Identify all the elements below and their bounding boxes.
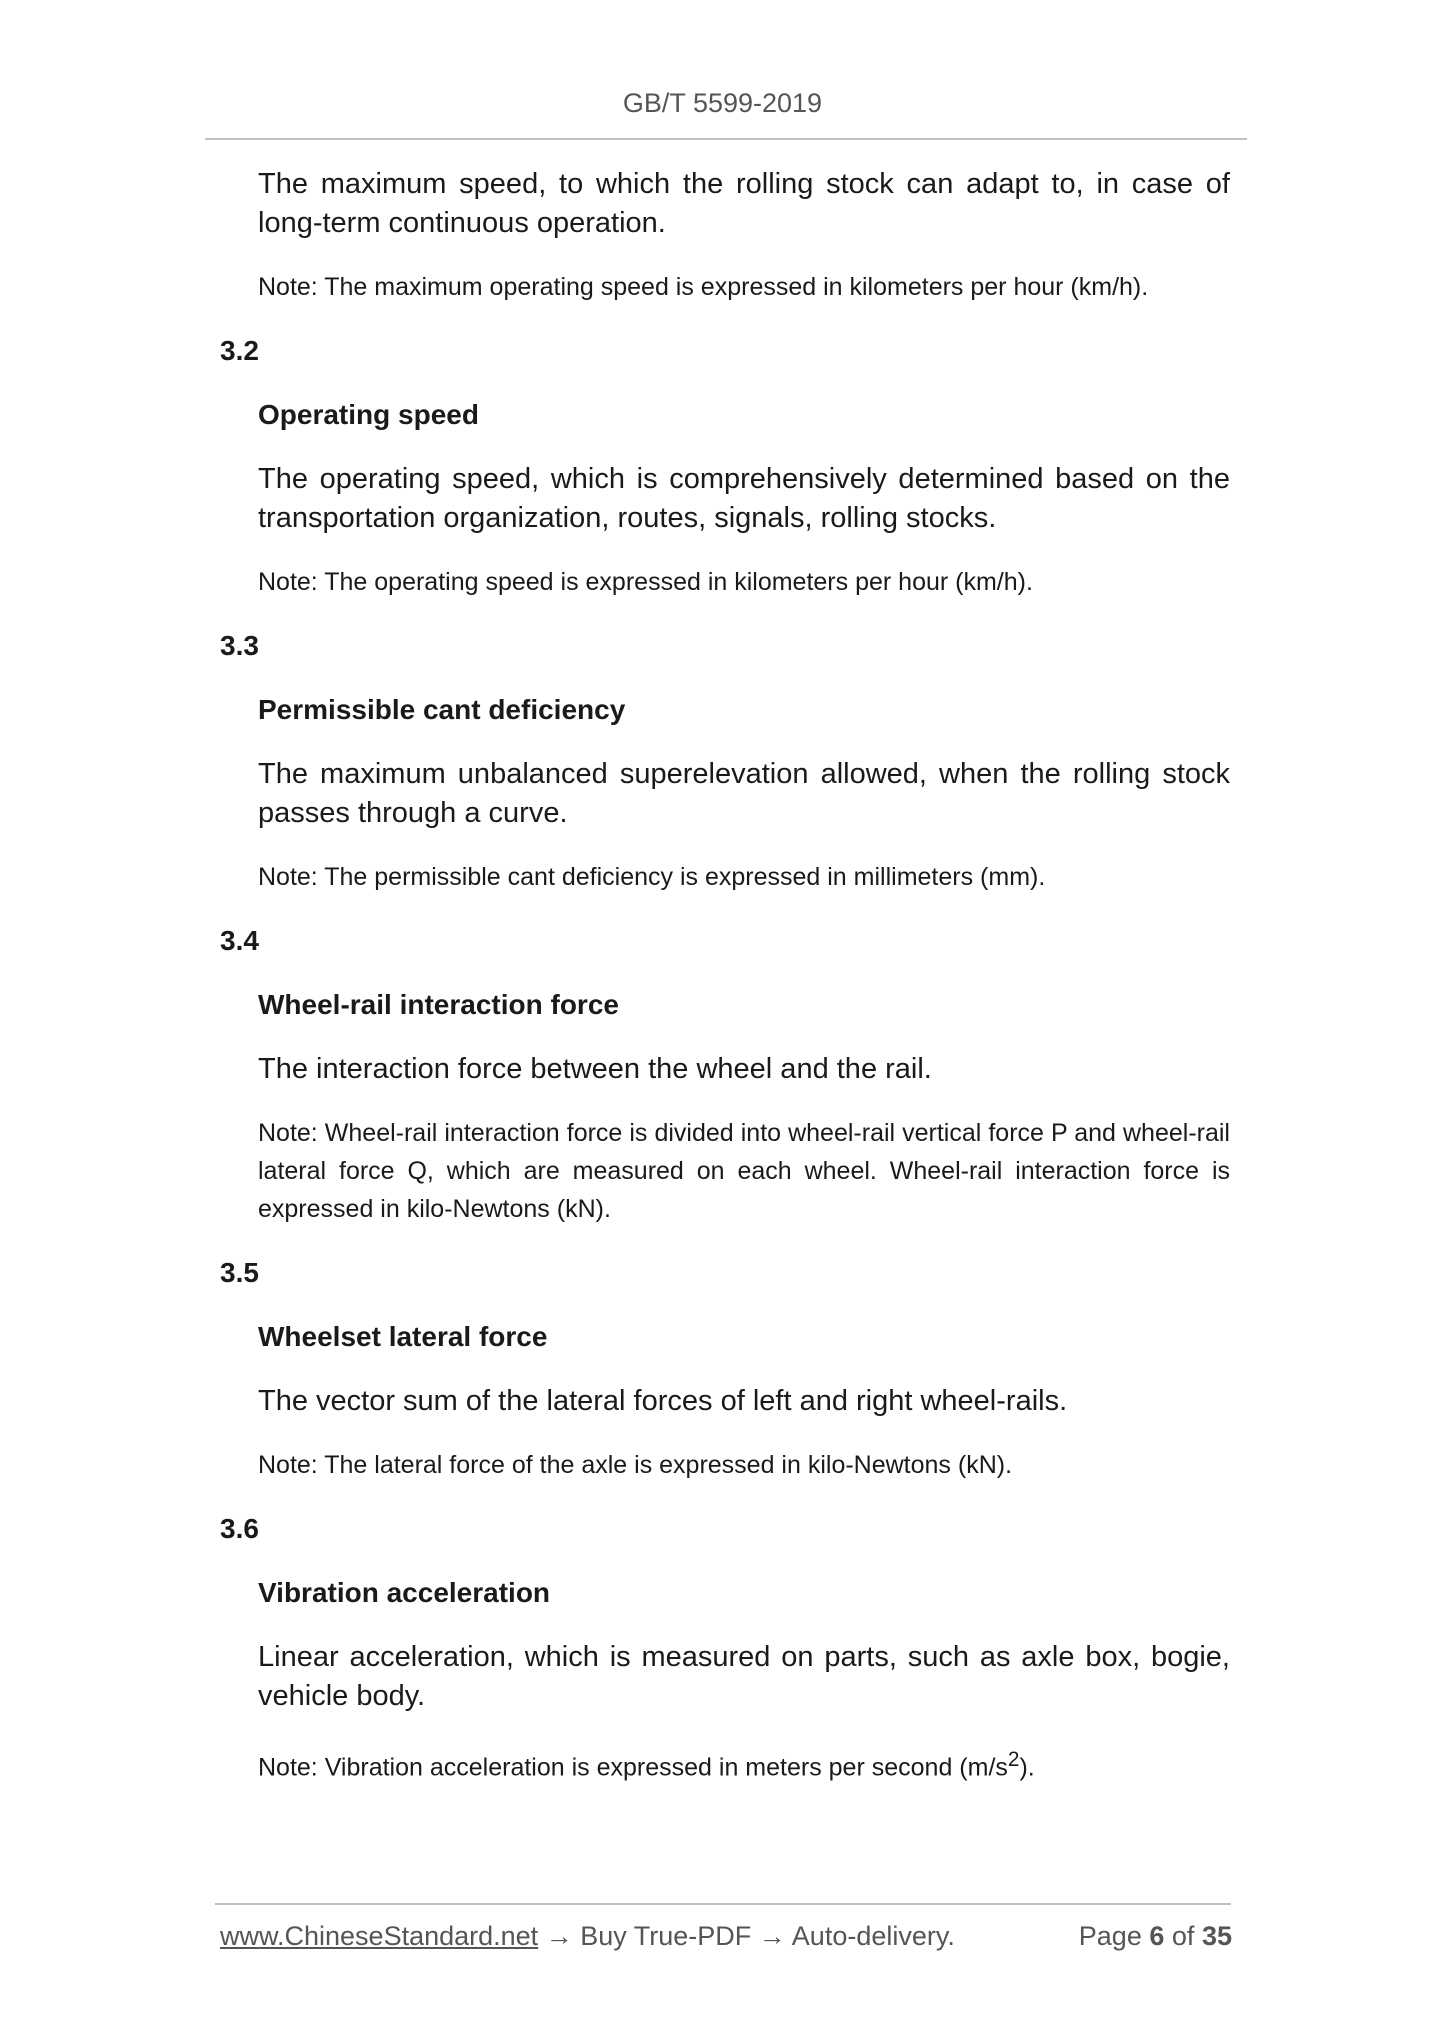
document-id-header: GB/T 5599-2019	[622, 88, 823, 118]
definition-text: The vector sum of the lateral forces of left and right wheel-rails.	[258, 1385, 1068, 1417]
page-of-label: of	[1171, 1921, 1195, 1951]
term-title: Operating speed	[258, 399, 479, 430]
term-title: Wheelset lateral force	[258, 1321, 548, 1352]
header-divider	[205, 138, 1247, 140]
note-text: Note: The lateral force of the axle is expressed in kilo-Newtons (kN).	[258, 1451, 1013, 1479]
clause-3-5	[220, 1254, 1230, 1484]
delivery-text: Auto-delivery.	[791, 1921, 955, 1951]
superscript-exponent: 2	[1007, 1748, 1020, 1771]
clause-3-3	[220, 627, 1230, 896]
buy-text: Buy True-PDF	[580, 1921, 752, 1951]
clause-number: 3.3	[220, 630, 259, 661]
clause-3-1-continuation	[258, 165, 1230, 306]
definition-text: The interaction force between the wheel and the rail.	[258, 1053, 932, 1085]
term-title: Wheel-rail interaction force	[258, 989, 619, 1020]
clause-number: 3.2	[220, 335, 259, 366]
clause-number: 3.4	[220, 925, 259, 956]
footer-promo	[220, 1921, 955, 1952]
clause-3-6	[220, 1510, 1230, 1786]
definition-text: Linear acceleration, which is measured on parts, such as axle box, bogie, vehicle body.	[258, 1641, 1230, 1712]
arrow-right-icon: →	[545, 1921, 573, 1951]
note-text: Note: The permissible cant deficiency is expressed in millimeters (mm).	[258, 863, 1046, 891]
footer-divider	[215, 1903, 1231, 1905]
note-text: Note: The maximum operating speed is expressed in kilometers per hour (km/h).	[258, 273, 1149, 301]
clause-3-2	[220, 332, 1230, 601]
site-link[interactable]: www.ChineseStandard.net	[220, 1921, 539, 1951]
note-text	[258, 1741, 1230, 1786]
note-text-prefix: Note: Vibration acceleration is expressed in meters per second (m/s	[258, 1753, 1008, 1782]
clause-3-4	[220, 922, 1230, 1228]
clause-number: 3.5	[220, 1257, 259, 1288]
definition-text: The operating speed, which is comprehensively determined based on the transportation organization, routes, signals, rolling stocks.	[258, 463, 1230, 534]
page-footer	[220, 1921, 1232, 1952]
definition-text: The maximum speed, to which the rolling stock can adapt to, in case of long-term continuous operation.	[258, 168, 1230, 239]
term-title: Vibration acceleration	[258, 1577, 551, 1608]
definition-text: The maximum unbalanced superelevation allowed, when the rolling stock passes through a curve.	[258, 758, 1230, 829]
arrow-right-icon: →	[758, 1921, 786, 1951]
note-text-suffix: ).	[1019, 1753, 1035, 1782]
page-label: Page	[1078, 1921, 1142, 1951]
page-counter	[1079, 1921, 1232, 1952]
total-page-number: 35	[1201, 1921, 1232, 1951]
current-page-number: 6	[1149, 1921, 1165, 1951]
clause-number: 3.6	[220, 1513, 259, 1544]
note-text: Note: Wheel-rail interaction force is divided into wheel-rail vertical force P and wheel-rail lateral force Q, which are measured on each wheel. Wheel-rail interaction force is expressed in kilo-Newtons (kN).	[258, 1119, 1230, 1223]
note-text: Note: The operating speed is expressed in kilometers per hour (km/h).	[258, 568, 1033, 596]
document-body	[220, 165, 1230, 1812]
term-title: Permissible cant deficiency	[258, 694, 626, 725]
